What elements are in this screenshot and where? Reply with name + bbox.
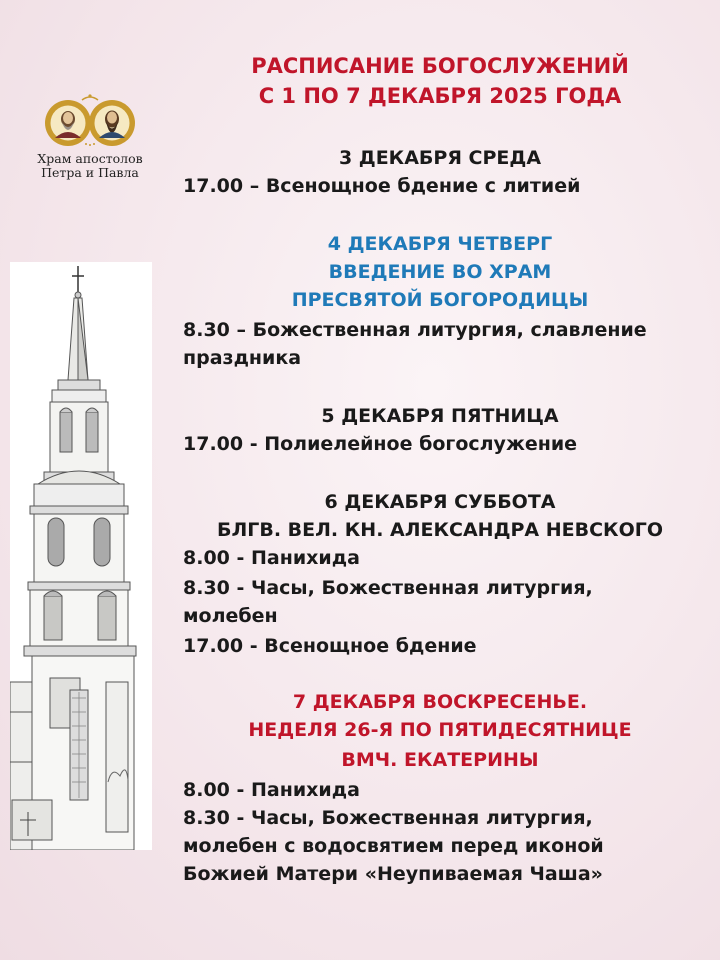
service-line: молебен с водосвятием перед иконой (183, 835, 604, 857)
saint-commemoration: БЛГВ. ВЕЛ. КН. АЛЕКСАНДРА НЕВСКОГО (217, 519, 663, 541)
schedule (180, 0, 700, 960)
service-line: 8.00 - Панихида (183, 547, 360, 569)
day-heading-dec-6: 6 ДЕКАБРЯ СУББОТА (324, 491, 556, 513)
service-line: молебен (183, 605, 278, 627)
day-heading-dec-3: 3 ДЕКАБРЯ СРЕДА (338, 147, 542, 169)
service-line: 8.30 - Часы, Божественная литургия, (183, 577, 593, 599)
bell-tower-illustration (10, 262, 152, 850)
apostles-icon (38, 92, 142, 150)
schedule-title-line-1: РАСПИСАНИЕ БОГОСЛУЖЕНИЙ (251, 54, 629, 78)
church-logo (30, 92, 150, 180)
day-heading-dec-4: 4 ДЕКАБРЯ ЧЕТВЕРГ (327, 233, 553, 255)
service-line: 17.00 – Всенощное бдение с литией (183, 175, 581, 197)
service-line: Божией Матери «Неупиваемая Чаша» (183, 863, 603, 885)
schedule-title-line-2: С 1 ПО 7 ДЕКАБРЯ 2025 ГОДА (258, 84, 622, 108)
sunday-title-line-1: НЕДЕЛЯ 26-Я ПО ПЯТИДЕСЯТНИЦЕ (248, 719, 632, 741)
logo-line-2: Петра и Павла (41, 165, 139, 180)
day-heading-dec-5: 5 ДЕКАБРЯ ПЯТНИЦА (321, 405, 559, 427)
sunday-title-line-2: ВМЧ. ЕКАТЕРИНЫ (341, 749, 539, 771)
day-heading-dec-7: 7 ДЕКАБРЯ ВОСКРЕСЕНЬЕ. (292, 691, 588, 713)
service-line: праздника (183, 347, 302, 369)
feast-title-line-1: ВВЕДЕНИЕ ВО ХРАМ (328, 261, 552, 283)
feast-title-line-2: ПРЕСВЯТОЙ БОГОРОДИЦЫ (291, 289, 589, 311)
service-line: 8.00 - Панихида (183, 779, 360, 801)
service-line: 17.00 - Всенощное бдение (183, 635, 477, 657)
service-line: 8.30 – Божественная литургия, славление (183, 319, 647, 341)
logo-line-1: Храм апостолов (37, 151, 143, 166)
service-line: 8.30 - Часы, Божественная литургия, (183, 807, 593, 829)
service-line: 17.00 - Полиелейное богослужение (183, 433, 578, 455)
